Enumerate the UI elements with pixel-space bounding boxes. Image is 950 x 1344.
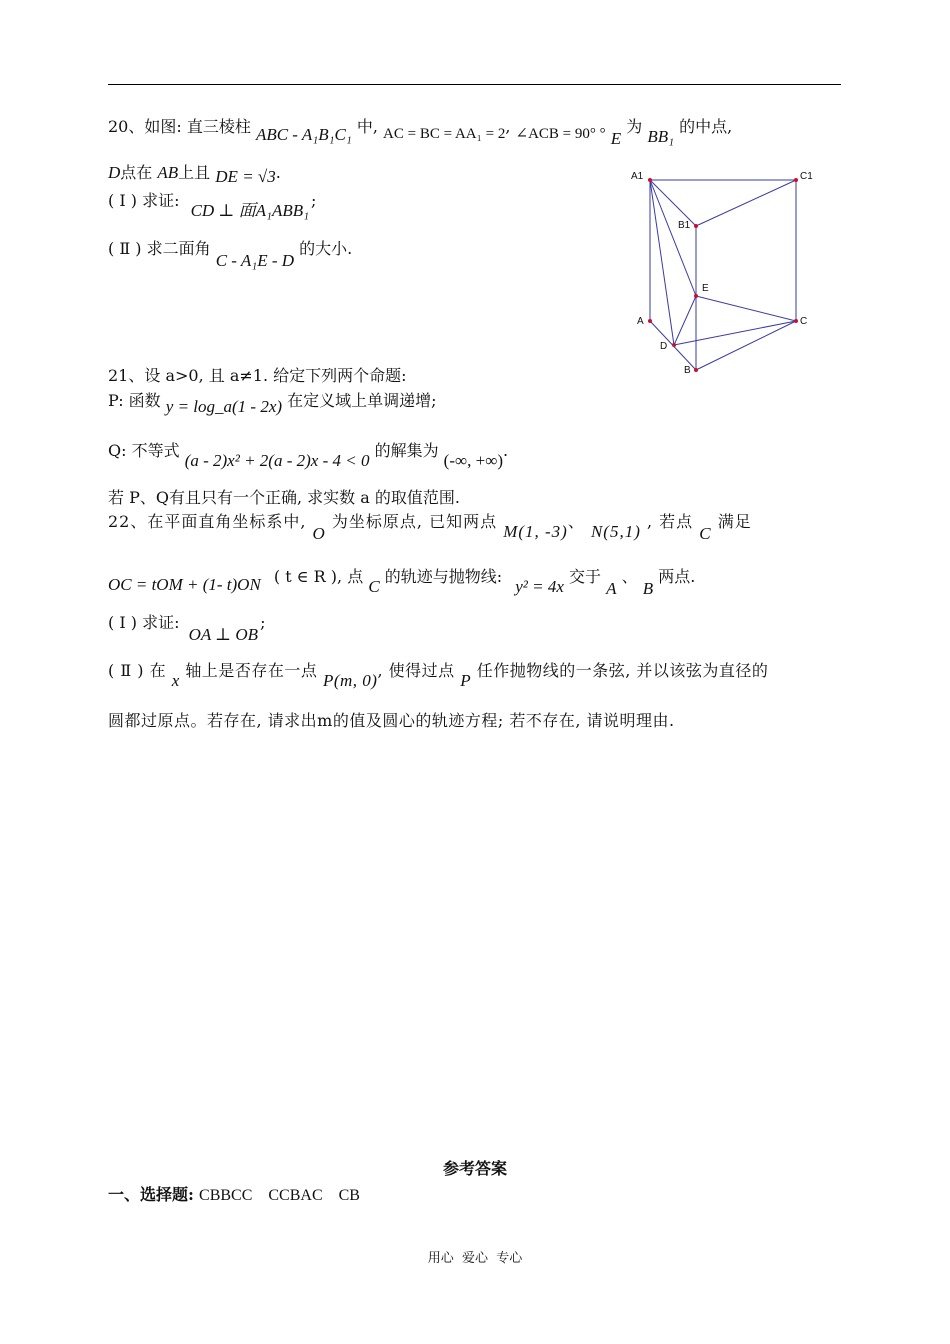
- q20-line1: [108, 116, 733, 148]
- answers-line: [108, 1184, 360, 1207]
- q22-intro: 22、在平面直角坐标系中,: [108, 512, 307, 531]
- q22-part2-line2: 圆都过原点。若存在, 请求出m的值及圆心的轨迹方程; 若不存在, 请说明理由.: [108, 711, 675, 730]
- q20-part1-math: CD ⊥ 面A₁ABB₁: [190, 201, 310, 220]
- label-A1: A1: [631, 171, 644, 182]
- q20-part1-end: ;: [311, 191, 317, 210]
- point-A1: [648, 178, 652, 182]
- edge-A1D: [650, 180, 674, 345]
- q20-part1-label: ( Ⅰ ) 求证:: [108, 191, 180, 210]
- q22-line1: [108, 511, 752, 543]
- label-B: B: [684, 365, 691, 376]
- q20-part2-math: C - A₁E - D: [215, 251, 295, 270]
- q20-part1: [108, 190, 317, 220]
- q20-DE: DE = √3: [215, 167, 276, 186]
- point-E: [694, 294, 698, 298]
- point-C: [794, 319, 798, 323]
- answers-title: 参考答案: [442, 1159, 507, 1178]
- q22-parabola: y² = 4x: [515, 577, 564, 596]
- q22-chord: 任作抛物线的一条弦, 并以该弦为直径的: [476, 661, 769, 680]
- prism-figure: [628, 168, 828, 378]
- answers-label: 一、选择题:: [108, 1185, 194, 1204]
- q22-part1-math: OA ⊥ OB: [188, 625, 259, 644]
- q22-OC: OC = tOM + (1- t)ON: [108, 575, 261, 594]
- q20-AB: AB: [157, 163, 179, 182]
- q22-part1-end: ;: [260, 613, 266, 632]
- q20-wei: 为: [626, 117, 643, 136]
- q22-O: O: [312, 524, 326, 543]
- q22-part2-label: ( Ⅱ ) 在: [108, 661, 167, 680]
- q21-line1: 21、设 a>0, 且 a≠1. 给定下列两个命题:: [108, 366, 407, 385]
- q20-midpoint: 的中点,: [679, 117, 733, 136]
- q21-P-math: y = log_a(1 - 2x): [165, 397, 283, 416]
- edge-BC: [696, 321, 796, 370]
- q20-BB1: BB₁: [647, 127, 675, 146]
- q20-part2-label: ( Ⅱ ) 求二面角: [108, 239, 211, 258]
- q21-Q-math: (a - 2)x² + 2(a - 2)x - 4 < 0: [184, 451, 370, 470]
- q22-given: 为坐标原点, 已知两点: [331, 512, 498, 531]
- q20-intro: 20、如图: 直三棱柱: [108, 117, 251, 136]
- q22-intersect: 交于: [569, 567, 602, 586]
- point-C1: [794, 178, 798, 182]
- q22-Pm: P(m, 0): [322, 671, 378, 690]
- q22-tR: ( t ∈ R ), 点: [273, 567, 364, 586]
- page-footer: 用心 爱心 专心: [427, 1251, 523, 1266]
- q21-P: [108, 390, 437, 416]
- edge-B1C1: [696, 180, 796, 226]
- q22-ifpoint: , 若点: [646, 512, 694, 531]
- q22-C: C: [699, 524, 712, 543]
- point-B: [694, 368, 698, 372]
- q20-pointon: 点在: [120, 163, 153, 182]
- q21-Q-label: Q: 不等式: [108, 441, 180, 460]
- q22-B: B: [642, 579, 654, 598]
- label-B1: B1: [678, 220, 691, 231]
- q22-A: A: [606, 579, 617, 598]
- q22-P: P: [460, 671, 472, 690]
- label-D: D: [660, 341, 668, 352]
- label-C1: C1: [800, 171, 813, 182]
- q22-part2: [108, 660, 769, 690]
- q21-last: 若 P、Q有且只有一个正确, 求实数 a 的取值范围.: [108, 488, 460, 507]
- q21-P-label: P: 函数: [108, 391, 161, 410]
- q22-M: M(1, -3): [503, 522, 568, 541]
- header-rule: [108, 84, 841, 85]
- q22-satisfy: 满足: [717, 512, 752, 531]
- edge-DE: [674, 296, 696, 345]
- point-B1: [694, 224, 698, 228]
- q22-C2: C: [368, 577, 380, 596]
- label-A: A: [637, 316, 644, 327]
- q21-Q-end: .: [502, 441, 509, 460]
- figure-lines: [650, 180, 796, 370]
- q22-part1: [108, 612, 266, 644]
- q21-Q-set: (-∞, +∞): [443, 451, 503, 470]
- q22-N: N(5,1): [590, 522, 641, 541]
- q20-D: D: [108, 163, 121, 182]
- q20-and: 上且: [178, 163, 211, 182]
- q22-x: x: [171, 671, 180, 690]
- edge-A1E: [650, 180, 696, 296]
- q20-prism: ABC - A₁B₁C₁: [255, 125, 352, 144]
- q21-P-text: 在定义域上单调递增;: [287, 391, 437, 410]
- point-D: [672, 343, 676, 347]
- q22-twopoints: 两点.: [658, 567, 696, 586]
- q20-comma: ,: [505, 117, 511, 136]
- label-E: E: [702, 283, 709, 294]
- q22-line2: [108, 566, 696, 598]
- q20-E: E: [610, 129, 622, 148]
- label-C: C: [800, 316, 808, 327]
- q20-part2: [108, 238, 353, 270]
- q20-cond2: ∠ACB = 90° °: [515, 126, 606, 142]
- q22-dun2: 、: [621, 567, 638, 586]
- edge-DC: [674, 321, 796, 345]
- q21-Q: [108, 440, 509, 470]
- q20-part2-end: 的大小.: [299, 239, 353, 258]
- point-A: [648, 319, 652, 323]
- q20-line2: [108, 162, 281, 184]
- q20-zhong: 中,: [356, 117, 378, 136]
- q22-part1-label: ( Ⅰ ) 求证:: [108, 613, 180, 632]
- q20-period: .: [275, 163, 281, 182]
- answers-values: CBBCC CCBAC CB: [199, 1187, 360, 1204]
- q20-cond1: AC = BC = AA₁ = 2: [383, 126, 506, 142]
- q22-locus: 的轨迹与抛物线:: [384, 567, 503, 586]
- q22-dun: 、: [567, 512, 585, 531]
- q22-through: , 使得过点: [377, 661, 455, 680]
- q22-axis: 轴上是否存在一点: [185, 661, 318, 680]
- edge-EC: [696, 296, 796, 321]
- q21-Q-text: 的解集为: [374, 441, 439, 460]
